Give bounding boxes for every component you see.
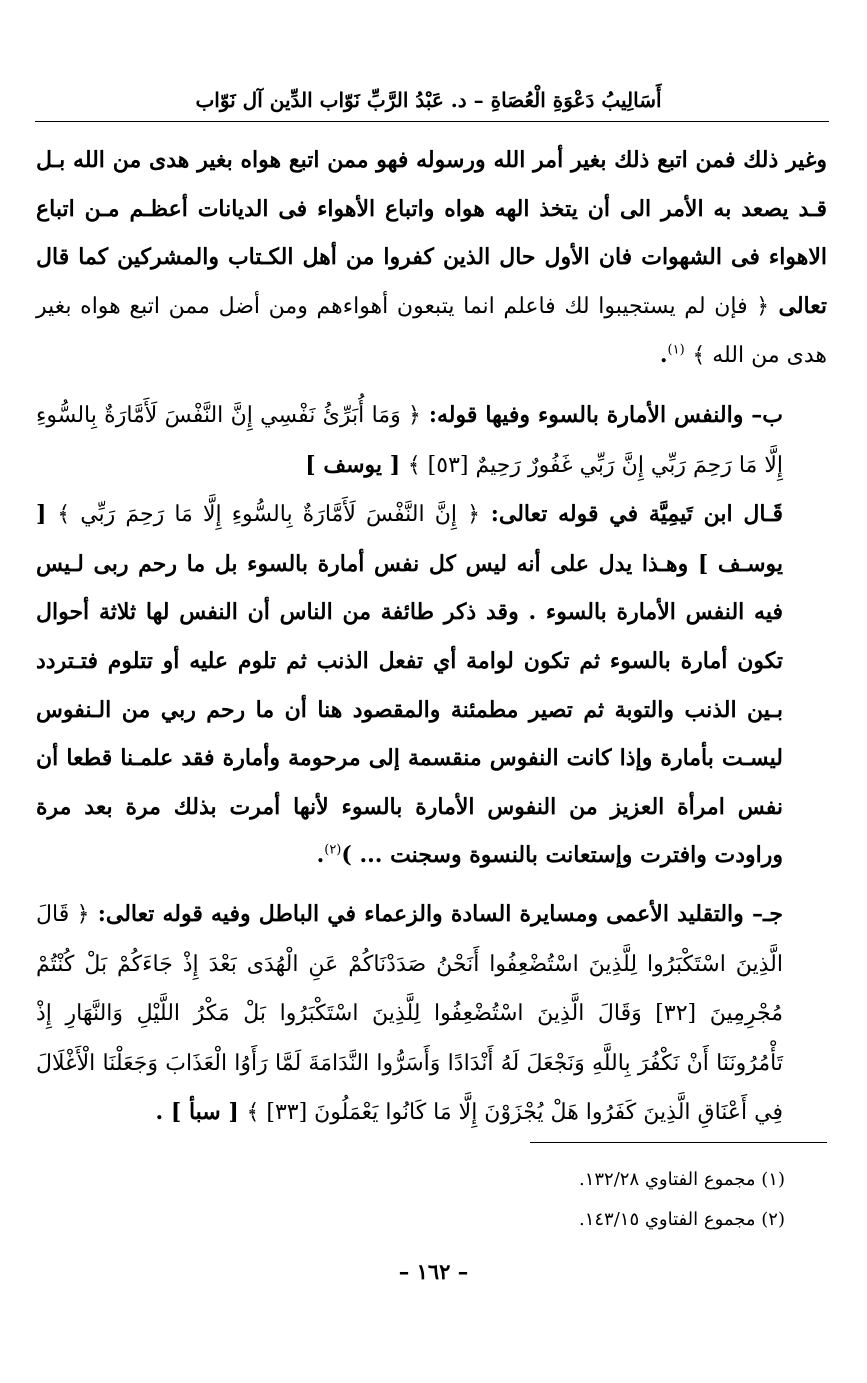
quran-verse: ﴿ وَمَا أُبَرِّئُ نَفْسِي إِنَّ النَّفْسَ لَأَمَّارَةٌ بِالسُّوءِ إِلَّا مَا رَحِمَ رَبِّي إِنَّ رَبِّي غَفُورٌ رَحِيمٌ [٥٣] ﴾ (36, 402, 783, 478)
footnote-divider (530, 1142, 827, 1143)
surah-reference: [ يوسف ] (305, 451, 401, 478)
header-divider (35, 121, 829, 122)
paragraph-2 (36, 391, 827, 490)
paragraph-1 (36, 136, 827, 381)
main-text (36, 136, 827, 1138)
page-number: – ١٦٢ – (398, 1259, 469, 1284)
sentence-end: . (155, 1099, 164, 1126)
sentence-end: . (316, 842, 325, 869)
footnote-ref: (١) (667, 343, 685, 359)
paragraph-3 (36, 490, 827, 880)
surah-reference: [ سبأ ] (170, 1099, 239, 1126)
footnotes (40, 1160, 785, 1240)
footnote-ref: (٢) (324, 842, 342, 858)
footnote-2: (٢) مجموع الفتاوي ١٤٣/١٥. (578, 1209, 785, 1230)
running-header: أَسَالِيبُ دَعْوَةِ الْعُصَاةِ – د. عَبْدُ الرَّبِّ نَوّاب الدِّين آل نَوّاب (195, 88, 662, 112)
quran-verse: ﴿ قَالَ الَّذِينَ اسْتَكْبَرُوا لِلَّذِينَ اسْتُضْعِفُوا أَنَحْنُ صَدَدْنَاكُمْ عَنِ الْهُدَى بَعْدَ إِذْ جَاءَكُمْ بَلْ كُنْتُمْ مُجْرِمِينَ [٣٢] وَقَالَ الَّذِينَ اسْتُضْعِفُوا لِلَّذِينَ اسْتَكْبَرُوا بَلْ مَكْرُ اللَّيْلِ وَالنَّهَارِ إِذْ تَأْمُرُونَنَا أَنْ نَكْفُرَ بِاللَّهِ وَنَجْعَلَ لَهُ أَنْدَادًا وَأَسَرُّوا النَّدَامَةَ لَمَّا رَأَوُا الْعَذَابَ وَجَعَلْنَا الْأَغْلَالَ فِي أَعْنَاقِ الَّذِينَ كَفَرُوا هَلْ يُجْزَوْنَ إِلَّا مَا كَانُوا يَعْمَلُونَ [٣٣] ﴾ (36, 901, 783, 1126)
paragraph-text: جـ– والتقليد الأعمى ومسايرة السادة والزعماء في الباطل وفيه قوله تعالى: (97, 900, 783, 927)
paragraph-intro: قَـال ابن تَيمِيَّة في قوله تعالى: (490, 501, 783, 528)
quran-verse: ﴿ إِنَّ النَّفْسَ لَأَمَّارَةٌ بِالسُّوءِ إِلَّا مَا رَحِمَ رَبِّي ﴾ (57, 502, 480, 528)
sentence-end: . (659, 342, 668, 369)
paragraph-text: [ يوسـف ] وهـذا يدل على أنه ليس كل نفس أمارة بالسوء بل ما رحم ربى لـيس فيه النفس الأمارة بالسوء . وقد ذكر طائفة من الناس أن النفس لها ثلاثة أحوال تكون أمارة بالسوء ثم تكون لوامة أي تفعل الذنب ثم تلوم عليه أو تتلوم فتـتردد بـين الذنب والتوبة ثم تصير مطمئنة والمقصود هنا أن ما رحم ربي من الـنفوس ليسـت بأمارة وإذا كانت النفوس منقسمة إلى مرحومة وأمارة فقد علمـنا قطعا أن نفس امرأة العزيز من النفوس الأمارة بالسوء لأنها أمرت بذلك مرة بعد مرة وراودت وافترت وإستعانت بالنسوة وسجنت ... ) (36, 501, 783, 869)
paragraph-text: وغير ذلك فمن اتبع ذلك بغير أمر الله ورسوله فهو ممن اتبع هواه بغير هدى من الله بـل قـد يصعد به الأمر الى أن يتخذ الهه هواه واتباع الأهواء فى الديانات أعظـم مـن اتباع الاهواء فى الشهوات فان الأول حال الذين كفروا من أهل الكـتاب والمشركين كما قال تعالى (36, 147, 827, 319)
paragraph-4 (36, 890, 827, 1138)
paragraph-text: ب– والنفس الأمارة بالسوء وفيها قوله: (428, 401, 783, 428)
footnote-1: (١) مجموع الفتاوي ١٣٢/٢٨. (578, 1169, 785, 1190)
quran-verse: ﴿ فإن لم يستجيبوا لك فاعلم انما يتبعون أهواءهم ومن أضل ممن اتبع هواه بغير هدى من الله ﴾ (36, 293, 827, 369)
